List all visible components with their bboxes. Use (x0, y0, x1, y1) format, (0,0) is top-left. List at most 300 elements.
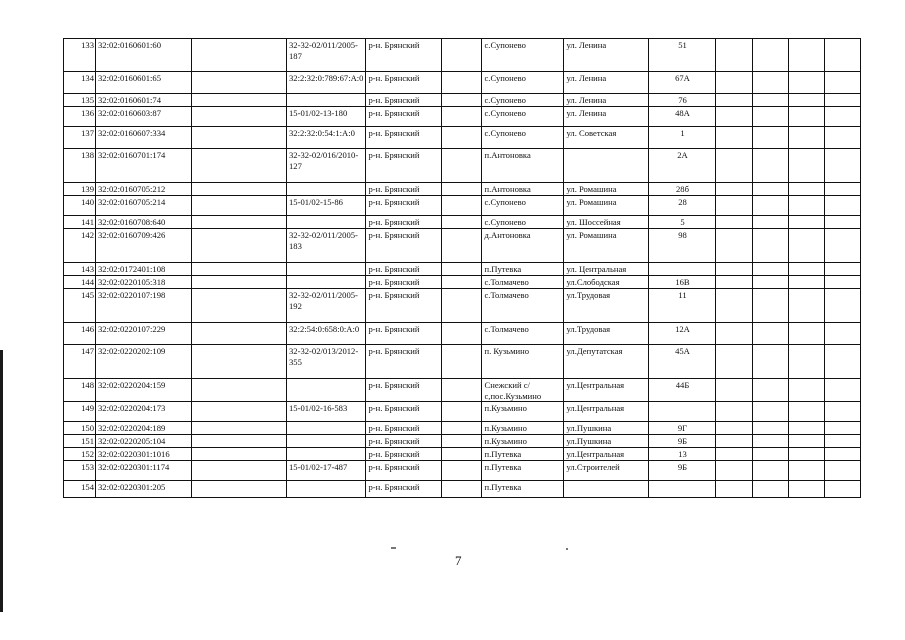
street-cell: ул.Центральная (564, 448, 649, 461)
locality-cell: п.Антоновка (482, 149, 564, 183)
house-number: 51 (649, 39, 716, 72)
registration-number (287, 481, 366, 498)
house-number: 13 (649, 448, 716, 461)
house-number: 48А (649, 107, 716, 127)
row-number: 142 (64, 229, 96, 263)
empty-cell (442, 276, 482, 289)
empty-cell (192, 422, 287, 435)
cadastral-number: 32:02:0220301:1174 (96, 461, 192, 481)
empty-cell (716, 276, 753, 289)
locality-cell: п.Кузьмино (482, 435, 564, 448)
empty-cell (789, 183, 825, 196)
row-number: 134 (64, 72, 96, 94)
empty-cell (716, 323, 753, 345)
street-cell: ул.Слободская (564, 276, 649, 289)
empty-cell (192, 448, 287, 461)
empty-cell (825, 183, 861, 196)
row-number: 139 (64, 183, 96, 196)
empty-cell (716, 481, 753, 498)
empty-cell (825, 263, 861, 276)
row-number: 141 (64, 216, 96, 229)
district-cell: р-н. Брянский (366, 107, 442, 127)
street-cell: ул.Центральная (564, 379, 649, 402)
empty-cell (192, 461, 287, 481)
street-cell: ул. Центральная (564, 263, 649, 276)
registration-number: 32:2:32:0:789:67:А:0 (287, 72, 366, 94)
table-row (64, 481, 861, 498)
house-number: 28 (649, 196, 716, 216)
district-cell: р-н. Брянский (366, 127, 442, 149)
cadastral-number: 32:02:0220107:229 (96, 323, 192, 345)
empty-cell (825, 448, 861, 461)
street-cell: ул. Ленина (564, 107, 649, 127)
empty-cell (192, 149, 287, 183)
table-row (64, 94, 861, 107)
locality-cell: с.Толмачево (482, 323, 564, 345)
row-number: 149 (64, 402, 96, 422)
house-number: 44Б (649, 379, 716, 402)
locality-cell: п.Антоновка (482, 183, 564, 196)
district-cell: р-н. Брянский (366, 216, 442, 229)
row-number: 154 (64, 481, 96, 498)
district-cell: р-н. Брянский (366, 461, 442, 481)
locality-cell: п.Кузьмино (482, 402, 564, 422)
registration-number (287, 379, 366, 402)
empty-cell (442, 216, 482, 229)
empty-cell (716, 196, 753, 216)
empty-cell (825, 229, 861, 263)
street-cell: ул. Шоссейная (564, 216, 649, 229)
district-cell: р-н. Брянский (366, 39, 442, 72)
locality-cell: д.Антоновка (482, 229, 564, 263)
empty-cell (789, 127, 825, 149)
empty-cell (825, 379, 861, 402)
empty-cell (753, 229, 789, 263)
empty-cell (753, 72, 789, 94)
street-cell: ул.Трудовая (564, 289, 649, 323)
empty-cell (192, 263, 287, 276)
row-number: 146 (64, 323, 96, 345)
empty-cell (753, 196, 789, 216)
district-cell: р-н. Брянский (366, 402, 442, 422)
empty-cell (825, 289, 861, 323)
cadastral-number: 32:02:0220202:109 (96, 345, 192, 379)
locality-cell: с.Супонево (482, 127, 564, 149)
table-row (64, 402, 861, 422)
cadastral-number: 32:02:0160705:214 (96, 196, 192, 216)
street-cell (564, 149, 649, 183)
cadastral-number: 32:02:0220205:104 (96, 435, 192, 448)
empty-cell (716, 94, 753, 107)
empty-cell (825, 107, 861, 127)
table-row (64, 289, 861, 323)
empty-cell (753, 216, 789, 229)
empty-cell (825, 149, 861, 183)
registration-number (287, 276, 366, 289)
district-cell: р-н. Брянский (366, 289, 442, 323)
row-number: 147 (64, 345, 96, 379)
empty-cell (716, 422, 753, 435)
cadastral-number: 32:02:0220204:173 (96, 402, 192, 422)
empty-cell (442, 229, 482, 263)
row-number: 150 (64, 422, 96, 435)
empty-cell (753, 422, 789, 435)
empty-cell (192, 107, 287, 127)
empty-cell (192, 72, 287, 94)
district-cell: р-н. Брянский (366, 422, 442, 435)
district-cell: р-н. Брянский (366, 345, 442, 379)
cadastral-number: 32:02:0160705:212 (96, 183, 192, 196)
scan-speck (391, 547, 396, 549)
district-cell: р-н. Брянский (366, 481, 442, 498)
registration-number: 32-32-02/011/2005-192 (287, 289, 366, 323)
street-cell: ул. Ленина (564, 72, 649, 94)
table-row (64, 323, 861, 345)
empty-cell (825, 39, 861, 72)
house-number: 16В (649, 276, 716, 289)
empty-cell (789, 39, 825, 72)
empty-cell (753, 94, 789, 107)
locality-cell: с.Толмачево (482, 276, 564, 289)
table-row (64, 435, 861, 448)
row-number: 133 (64, 39, 96, 72)
empty-cell (442, 39, 482, 72)
registration-number: 32-32-02/016/2010-127 (287, 149, 366, 183)
cadastral-number: 32:02:0160708:640 (96, 216, 192, 229)
district-cell: р-н. Брянский (366, 94, 442, 107)
house-number: 98 (649, 229, 716, 263)
empty-cell (442, 94, 482, 107)
locality-cell: п.Путевка (482, 461, 564, 481)
house-number (649, 263, 716, 276)
locality-cell: с.Супонево (482, 196, 564, 216)
row-number: 144 (64, 276, 96, 289)
page-number: 7 (455, 553, 462, 568)
registration-number (287, 263, 366, 276)
empty-cell (753, 448, 789, 461)
empty-cell (789, 379, 825, 402)
house-number: 28б (649, 183, 716, 196)
empty-cell (825, 461, 861, 481)
cadastral-number: 32:02:0220301:1016 (96, 448, 192, 461)
empty-cell (716, 127, 753, 149)
empty-cell (789, 289, 825, 323)
district-cell: р-н. Брянский (366, 72, 442, 94)
table-row (64, 276, 861, 289)
street-cell: ул.Трудовая (564, 323, 649, 345)
empty-cell (753, 481, 789, 498)
district-cell: р-н. Брянский (366, 276, 442, 289)
registration-number (287, 183, 366, 196)
house-number (649, 402, 716, 422)
empty-cell (789, 435, 825, 448)
empty-cell (192, 402, 287, 422)
empty-cell (442, 149, 482, 183)
empty-cell (716, 345, 753, 379)
empty-cell (789, 72, 825, 94)
table-row (64, 196, 861, 216)
empty-cell (753, 183, 789, 196)
empty-cell (716, 149, 753, 183)
empty-cell (825, 94, 861, 107)
locality-cell: п.Кузьмино (482, 422, 564, 435)
cadastral-number: 32:02:0160709:426 (96, 229, 192, 263)
empty-cell (192, 229, 287, 263)
table-body (64, 39, 861, 498)
street-cell: ул.Депутатская (564, 345, 649, 379)
empty-cell (442, 435, 482, 448)
empty-cell (789, 216, 825, 229)
empty-cell (442, 422, 482, 435)
house-number: 1 (649, 127, 716, 149)
empty-cell (192, 289, 287, 323)
empty-cell (789, 107, 825, 127)
empty-cell (753, 402, 789, 422)
empty-cell (753, 39, 789, 72)
locality-cell: п.Путевка (482, 263, 564, 276)
empty-cell (753, 263, 789, 276)
table-row (64, 379, 861, 402)
registration-number: 32-32-02/011/2005-183 (287, 229, 366, 263)
cadastral-number: 32:02:0160603:87 (96, 107, 192, 127)
empty-cell (789, 229, 825, 263)
empty-cell (192, 345, 287, 379)
street-cell: ул.Пушкина (564, 435, 649, 448)
table-row (64, 107, 861, 127)
row-number: 151 (64, 435, 96, 448)
empty-cell (716, 216, 753, 229)
locality-cell: с.Супонево (482, 216, 564, 229)
empty-cell (716, 379, 753, 402)
locality-cell: п.Путевка (482, 481, 564, 498)
empty-cell (789, 461, 825, 481)
street-cell: ул. Ромашина (564, 196, 649, 216)
registration-number: 15-01/02-15-86 (287, 196, 366, 216)
empty-cell (753, 107, 789, 127)
empty-cell (825, 345, 861, 379)
house-number: 12А (649, 323, 716, 345)
empty-cell (442, 107, 482, 127)
empty-cell (789, 149, 825, 183)
locality-cell: с.Супонево (482, 107, 564, 127)
empty-cell (716, 263, 753, 276)
house-number: 9Б (649, 461, 716, 481)
table-row (64, 183, 861, 196)
house-number: 45А (649, 345, 716, 379)
row-number: 140 (64, 196, 96, 216)
registration-number (287, 216, 366, 229)
locality-cell: Снежский с/с,пос.Кузьмино (482, 379, 564, 402)
empty-cell (716, 435, 753, 448)
cadastral-number: 32:02:0160601:74 (96, 94, 192, 107)
registration-number: 32:2:54:0:658:0:А:0 (287, 323, 366, 345)
table-row (64, 263, 861, 276)
empty-cell (789, 263, 825, 276)
empty-cell (753, 276, 789, 289)
scan-speck (566, 548, 568, 550)
empty-cell (753, 379, 789, 402)
table-row (64, 39, 861, 72)
cadastral-number: 32:02:0160701:174 (96, 149, 192, 183)
table-row (64, 448, 861, 461)
registration-number: 32-32-02/013/2012-355 (287, 345, 366, 379)
empty-cell (442, 379, 482, 402)
row-number: 138 (64, 149, 96, 183)
empty-cell (442, 461, 482, 481)
empty-cell (825, 196, 861, 216)
empty-cell (753, 345, 789, 379)
street-cell: ул. Советская (564, 127, 649, 149)
table-row (64, 461, 861, 481)
district-cell: р-н. Брянский (366, 448, 442, 461)
cadastral-number: 32:02:0160607:334 (96, 127, 192, 149)
street-cell (564, 481, 649, 498)
registration-number: 15-01/02-16-583 (287, 402, 366, 422)
street-cell: ул.Строителей (564, 461, 649, 481)
empty-cell (716, 448, 753, 461)
house-number: 5 (649, 216, 716, 229)
locality-cell: п. Кузьмино (482, 345, 564, 379)
empty-cell (442, 448, 482, 461)
cadastral-number: 32:02:0160601:60 (96, 39, 192, 72)
row-number: 136 (64, 107, 96, 127)
table-row (64, 127, 861, 149)
empty-cell (753, 323, 789, 345)
locality-cell: с.Супонево (482, 72, 564, 94)
cadastral-number: 32:02:0220105:318 (96, 276, 192, 289)
registration-number (287, 422, 366, 435)
empty-cell (825, 216, 861, 229)
registration-number (287, 94, 366, 107)
street-cell: ул. Ромашина (564, 229, 649, 263)
district-cell: р-н. Брянский (366, 183, 442, 196)
empty-cell (192, 39, 287, 72)
table-row (64, 149, 861, 183)
scan-edge-mark (0, 350, 3, 612)
registration-number: 15-01/02-17-487 (287, 461, 366, 481)
empty-cell (192, 323, 287, 345)
street-cell: ул.Центральная (564, 402, 649, 422)
empty-cell (192, 196, 287, 216)
locality-cell: с.Супонево (482, 39, 564, 72)
house-number: 67А (649, 72, 716, 94)
empty-cell (753, 289, 789, 323)
empty-cell (192, 183, 287, 196)
empty-cell (825, 402, 861, 422)
house-number: 9Г (649, 422, 716, 435)
empty-cell (442, 72, 482, 94)
empty-cell (192, 379, 287, 402)
empty-cell (442, 127, 482, 149)
empty-cell (789, 402, 825, 422)
empty-cell (825, 323, 861, 345)
empty-cell (192, 216, 287, 229)
empty-cell (789, 448, 825, 461)
district-cell: р-н. Брянский (366, 196, 442, 216)
empty-cell (789, 276, 825, 289)
district-cell: р-н. Брянский (366, 379, 442, 402)
empty-cell (192, 94, 287, 107)
house-number: 76 (649, 94, 716, 107)
empty-cell (716, 402, 753, 422)
street-cell: ул. Ленина (564, 94, 649, 107)
district-cell: р-н. Брянский (366, 435, 442, 448)
empty-cell (753, 149, 789, 183)
table-row (64, 422, 861, 435)
table-row (64, 216, 861, 229)
empty-cell (442, 196, 482, 216)
empty-cell (442, 345, 482, 379)
empty-cell (192, 435, 287, 448)
table-row (64, 229, 861, 263)
empty-cell (716, 39, 753, 72)
row-number: 148 (64, 379, 96, 402)
empty-cell (825, 481, 861, 498)
empty-cell (825, 127, 861, 149)
empty-cell (716, 183, 753, 196)
empty-cell (716, 72, 753, 94)
empty-cell (753, 127, 789, 149)
district-cell: р-н. Брянский (366, 229, 442, 263)
empty-cell (192, 127, 287, 149)
empty-cell (192, 276, 287, 289)
empty-cell (789, 94, 825, 107)
registration-number (287, 435, 366, 448)
empty-cell (789, 481, 825, 498)
empty-cell (716, 107, 753, 127)
district-cell: р-н. Брянский (366, 263, 442, 276)
house-number (649, 481, 716, 498)
empty-cell (716, 461, 753, 481)
empty-cell (825, 422, 861, 435)
empty-cell (753, 461, 789, 481)
empty-cell (442, 481, 482, 498)
cadastral-number: 32:02:0220204:189 (96, 422, 192, 435)
row-number: 137 (64, 127, 96, 149)
empty-cell (789, 196, 825, 216)
empty-cell (753, 435, 789, 448)
empty-cell (192, 481, 287, 498)
street-cell: ул. Ромашина (564, 183, 649, 196)
house-number: 11 (649, 289, 716, 323)
empty-cell (442, 402, 482, 422)
registration-number: 32:2:32:0:54:1:А:0 (287, 127, 366, 149)
empty-cell (825, 72, 861, 94)
registration-number (287, 448, 366, 461)
locality-cell: с.Супонево (482, 94, 564, 107)
registry-table-page (63, 38, 861, 498)
cadastral-number: 32:02:0172401:108 (96, 263, 192, 276)
empty-cell (789, 323, 825, 345)
district-cell: р-н. Брянский (366, 323, 442, 345)
empty-cell (789, 345, 825, 379)
empty-cell (716, 229, 753, 263)
row-number: 145 (64, 289, 96, 323)
row-number: 135 (64, 94, 96, 107)
cadastral-number: 32:02:0220204:159 (96, 379, 192, 402)
house-number: 2А (649, 149, 716, 183)
empty-cell (442, 289, 482, 323)
empty-cell (442, 183, 482, 196)
locality-cell: с.Толмачево (482, 289, 564, 323)
empty-cell (825, 435, 861, 448)
row-number: 152 (64, 448, 96, 461)
district-cell: р-н. Брянский (366, 149, 442, 183)
table-row (64, 72, 861, 94)
table-row (64, 345, 861, 379)
property-registry-table (63, 38, 861, 498)
registration-number: 15-01/02-13-180 (287, 107, 366, 127)
